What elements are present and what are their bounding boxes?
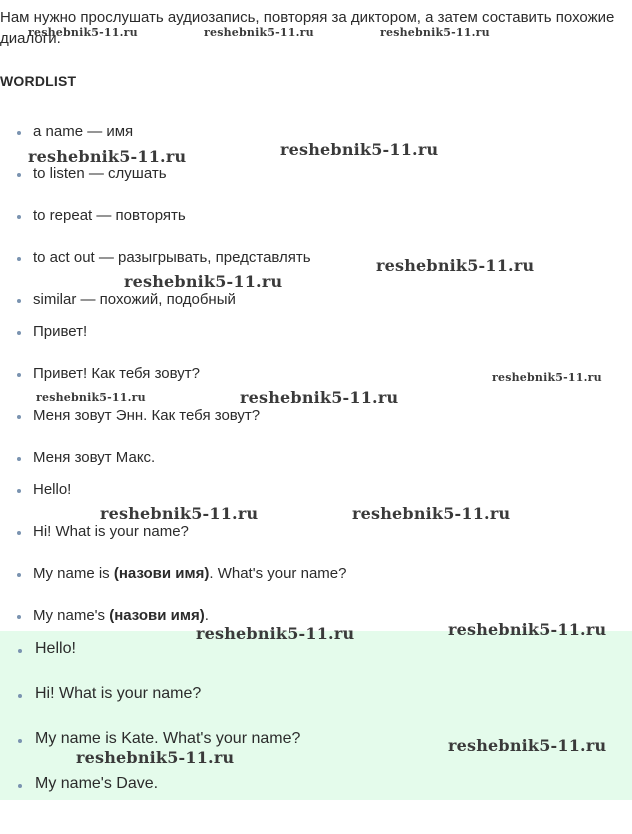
wordlist-heading: WORDLIST	[0, 73, 77, 89]
watermark: reshebnik5-11.ru	[100, 504, 259, 523]
template-text: My name's	[33, 607, 110, 624]
answer-item: Hi! What is your name?	[35, 685, 202, 702]
watermark: reshebnik5-11.ru	[492, 371, 602, 384]
list-item: a name — имя	[33, 123, 134, 140]
watermark: reshebnik5-11.ru	[76, 748, 235, 767]
list-item	[33, 564, 346, 584]
watermark: reshebnik5-11.ru	[448, 620, 607, 639]
answer-item: My name's Dave.	[35, 775, 159, 792]
placeholder-name: (назови имя)	[113, 565, 210, 582]
answer-item: My name is Kate. What's your name?	[35, 730, 301, 747]
list-item	[33, 606, 209, 626]
watermark: reshebnik5-11.ru	[196, 624, 355, 643]
template-text: My name is	[33, 565, 114, 582]
watermark: reshebnik5-11.ru	[380, 26, 490, 39]
list-item: to listen — слушать	[33, 165, 167, 182]
list-item: to repeat — повторять	[33, 207, 186, 224]
list-item: similar — похожий, подобный	[33, 291, 236, 308]
watermark: reshebnik5-11.ru	[280, 140, 439, 159]
list-item: Hello!	[33, 481, 72, 498]
watermark: reshebnik5-11.ru	[240, 388, 399, 407]
watermark: reshebnik5-11.ru	[28, 26, 138, 39]
placeholder-name: (назови имя)	[109, 607, 205, 624]
watermark: reshebnik5-11.ru	[352, 504, 511, 523]
watermark: reshebnik5-11.ru	[28, 147, 187, 166]
watermark: reshebnik5-11.ru	[124, 272, 283, 291]
answer-item: Hello!	[35, 640, 76, 657]
template-text: . What's your name?	[209, 565, 347, 582]
list-item: Hi! What is your name?	[33, 523, 189, 540]
list-item: Меня зовут Энн. Как тебя зовут?	[33, 407, 261, 424]
list-item: Привет!	[33, 323, 88, 340]
intro-text: Нам нужно прослушать аудиозапись, повторяя за диктором, а затем составить похожие диалоги.	[0, 9, 615, 47]
answer-box	[0, 631, 632, 800]
watermark: reshebnik5-11.ru	[448, 736, 607, 755]
list-item: to act out — разыгрывать, представлять	[33, 249, 311, 266]
list-item: Привет! Как тебя зовут?	[33, 365, 200, 382]
watermark: reshebnik5-11.ru	[376, 256, 535, 275]
watermark: reshebnik5-11.ru	[204, 26, 314, 39]
template-text: .	[204, 607, 209, 624]
watermark: reshebnik5-11.ru	[36, 391, 146, 404]
list-item: Меня зовут Макс.	[33, 449, 156, 466]
